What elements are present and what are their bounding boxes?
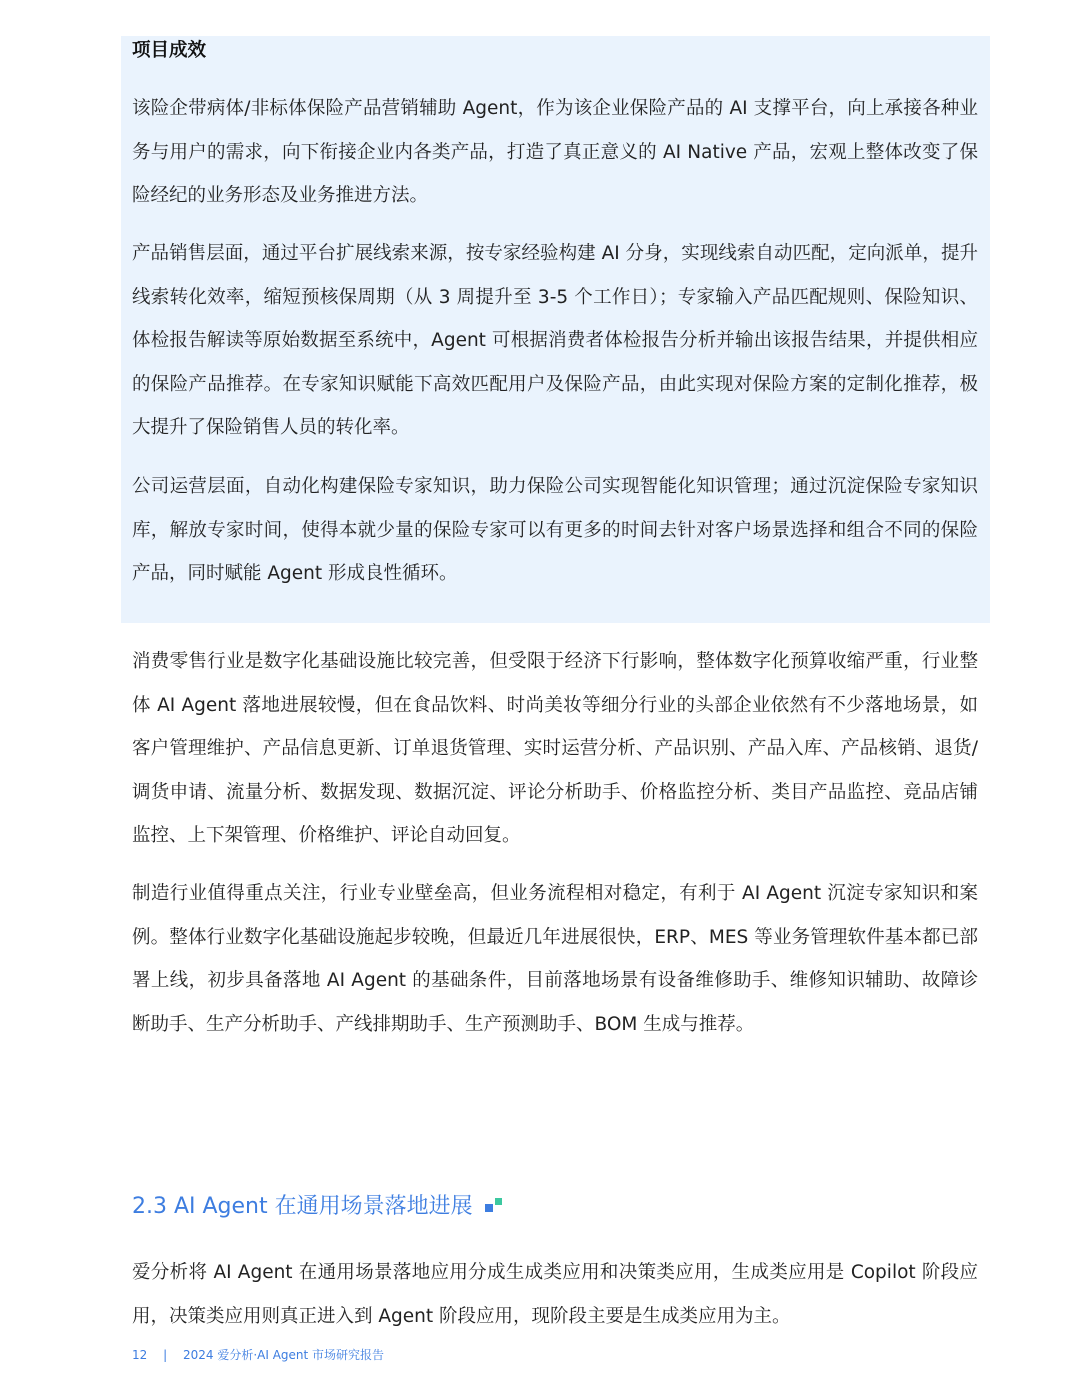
callout-title: 项目成效 [132, 40, 207, 61]
callout-paragraph-sales: 产品销售层面，通过平台扩展线索来源，按专家经验构建 AI 分身，实现线索自动匹配，定向派单，提升线索转化效率，缩短预核保周期（从 3 周提升至 3-5 个工作日）；专家输入产品匹配规则、保险知识、体检报告解读等原始数据至系统中，Agent 可根据消费者体检报告分析并输出该报告结果，并提供相应的保险产品推荐。在专家知识赋能下高效匹配用户及保险产品，由此实现对保险方案的定制化推荐，极大提升了保险销售人员的转化率。 [132, 243, 978, 439]
footer-separator: | [163, 1348, 168, 1362]
blue-square-shape [485, 1204, 493, 1212]
heading-decoration-icon [485, 1198, 505, 1216]
section-heading [132, 1190, 505, 1224]
body-paragraph-retail: 消费零售行业是数字化基础设施比较完善，但受限于经济下行影响，整体数字化预算收缩严重，行业整体 AI Agent 落地进展较慢，但在食品饮料、时尚美妆等细分行业的头部企业依然有不少落地场景，如客户管理维护、产品信息更新、订单退货管理、实时运营分析、产品识别、产品入库、产品核销、退货/调货申请、流量分析、数据发现、数据沉淀、评论分析助手、价格监控分析、类目产品监控、竞品店铺监控、上下架管理、价格维护、评论自动回复。 [132, 651, 978, 847]
callout-paragraph-overview: 该险企带病体/非标体保险产品营销辅助 Agent，作为该企业保险产品的 AI 支撑平台，向上承接各种业务与用户的需求，向下衔接企业内各类产品，打造了真正意义的 AI Native 产品，宏观上整体改变了保险经纪的业务形态及业务推进方法。 [132, 98, 978, 207]
section-paragraph: 爱分析将 AI Agent 在通用场景落地应用分成生成类应用和决策类应用，生成类应用是 Copilot 阶段应用，决策类应用则真正进入到 Agent 阶段应用，现阶段主要是生成类应用为主。 [132, 1262, 978, 1327]
body-paragraph-manufacturing: 制造行业值得重点关注，行业专业壁垒高，但业务流程相对稳定，有利于 AI Agent 沉淀专家知识和案例。整体行业数字化基础设施起步较晚，但最近几年进展很快，ERP、MES 等业务管理软件基本都已部署上线，初步具备落地 AI Agent 的基础条件，目前落地场景有设备维修助手、维修知识辅助、故障诊断助手、生产分析助手、产线排期助手、生产预测助手、BOM 生成与推荐。 [132, 883, 978, 1035]
green-square-shape [495, 1198, 502, 1205]
section-heading-text: 2.3 AI Agent 在通用场景落地进展 [132, 1194, 473, 1219]
callout-paragraph-operations: 公司运营层面，自动化构建保险专家知识，助力保险公司实现智能化知识管理；通过沉淀保险专家知识库，解放专家时间，使得本就少量的保险专家可以有更多的时间去针对客户场景选择和组合不同的保险产品，同时赋能 Agent 形成良性循环。 [132, 476, 978, 585]
page-number: 12 [132, 1348, 148, 1362]
report-title: 2024 爱分析·AI Agent 市场研究报告 [182, 1348, 385, 1362]
page-footer [132, 1345, 384, 1365]
